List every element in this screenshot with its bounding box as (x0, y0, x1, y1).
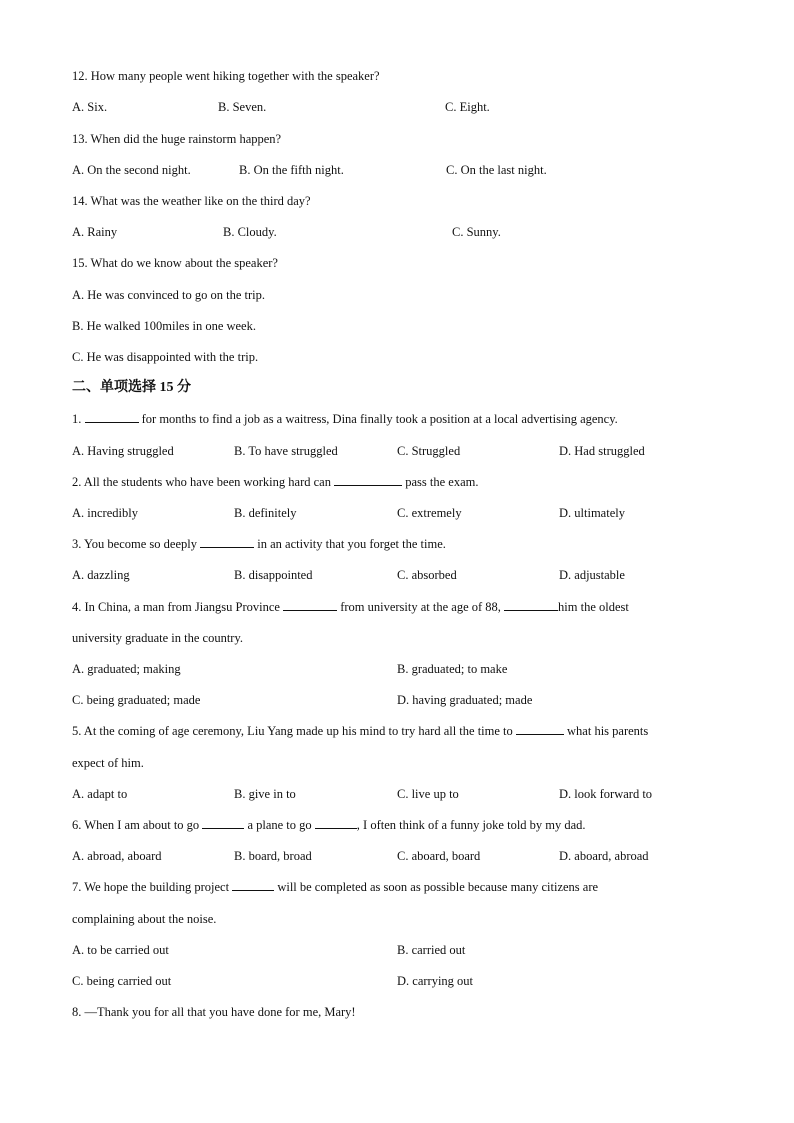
single-choice-2-option-d: D. ultimately (559, 506, 625, 520)
single-choice-4-option-d: D. having graduated; made (397, 693, 533, 707)
question-12-option-a: A. Six. (72, 100, 108, 114)
single-choice-2-option-c: C. extremely (397, 506, 462, 520)
stem-text: 4. In China, a man from Jiangsu Province (72, 600, 280, 614)
question-15-option-c: C. He was disappointed with the trip. (72, 350, 259, 364)
question-15-option-a: A. He was convinced to go on the trip. (72, 288, 266, 302)
stem-text: 2. All the students who have been working hard can (72, 475, 331, 489)
stem-text: 5. At the coming of age ceremony, Liu Yang made up his mind to try hard all the time to (72, 724, 513, 738)
single-choice-5-option-d: D. look forward to (559, 787, 653, 801)
single-choice-7-option-c: C. being carried out (72, 974, 172, 988)
stem-text: 7. We hope the building project (72, 880, 230, 894)
question-14-option-b: B. Cloudy. (223, 225, 277, 239)
single-choice-1-option-b: B. To have struggled (234, 444, 338, 458)
answer-blank (202, 817, 244, 829)
single-choice-6-option-b: B. board, broad (234, 849, 312, 863)
answer-blank (504, 599, 558, 611)
single-choice-6-option-a: A. abroad, aboard (72, 849, 162, 863)
stem-text: what his parents (563, 724, 649, 738)
answer-blank (315, 817, 357, 829)
single-choice-1-stem (72, 411, 618, 427)
single-choice-5-stem-continued: expect of him. (72, 756, 144, 770)
question-15-stem: 15. What do we know about the speaker? (72, 256, 278, 270)
single-choice-6-stem (72, 817, 586, 833)
stem-text: him the oldest (558, 600, 629, 614)
question-14-option-a: A. Rainy (72, 225, 118, 239)
stem-text: a plane to go (244, 818, 312, 832)
section-heading: 二、单项选择 15 分 (72, 380, 191, 395)
question-14-stem: 14. What was the weather like on the third day? (72, 194, 311, 208)
stem-text: from university at the age of 88, (337, 600, 501, 614)
answer-blank (516, 723, 564, 735)
single-choice-2-option-b: B. definitely (234, 506, 297, 520)
question-12-option-b: B. Seven. (218, 100, 267, 114)
answer-blank (85, 411, 139, 423)
single-choice-4-stem-continued: university graduate in the country. (72, 631, 244, 645)
single-choice-7-option-a: A. to be carried out (72, 943, 169, 957)
stem-text: 6. When I am about to go (72, 818, 200, 832)
single-choice-8-stem: 8. —Thank you for all that you have done for me, Mary! (72, 1005, 356, 1019)
stem-text: 3. You become so deeply (72, 537, 197, 551)
stem-text: in an activity that you forget the time. (254, 537, 446, 551)
single-choice-4-option-b: B. graduated; to make (397, 662, 508, 676)
stem-text: , I often think of a funny joke told by my dad. (356, 818, 586, 832)
stem-number: 1. (72, 412, 82, 426)
single-choice-5-stem (72, 723, 648, 739)
single-choice-4-option-c: C. being graduated; made (72, 693, 201, 707)
question-13-option-a: A. On the second night. (72, 163, 191, 177)
stem-text: for months to find a job as a waitress, Dina finally took a position at a local advertising agency. (138, 412, 618, 426)
question-12-option-c: C. Eight. (445, 100, 490, 114)
single-choice-2-stem (72, 474, 478, 490)
single-choice-7-option-b: B. carried out (397, 943, 466, 957)
single-choice-4-option-a: A. graduated; making (72, 662, 181, 676)
single-choice-2-option-a: A. incredibly (72, 506, 138, 520)
question-13-option-c: C. On the last night. (446, 163, 547, 177)
single-choice-3-option-a: A. dazzling (72, 568, 130, 582)
question-13-option-b: B. On the fifth night. (239, 163, 344, 177)
answer-blank (334, 474, 402, 486)
single-choice-5-option-b: B. give in to (234, 787, 296, 801)
single-choice-3-stem (72, 536, 446, 552)
single-choice-7-stem (72, 879, 598, 895)
stem-text: pass the exam. (402, 475, 479, 489)
single-choice-1-option-d: D. Had struggled (559, 444, 645, 458)
single-choice-3-option-c: C. absorbed (397, 568, 457, 582)
question-15-option-b: B. He walked 100miles in one week. (72, 319, 256, 333)
single-choice-3-option-d: D. adjustable (559, 568, 625, 582)
answer-blank (283, 599, 337, 611)
single-choice-4-stem (72, 599, 629, 615)
single-choice-7-stem-continued: complaining about the noise. (72, 912, 217, 926)
question-12-stem: 12. How many people went hiking together with the speaker? (72, 69, 380, 83)
single-choice-3-option-b: B. disappointed (234, 568, 313, 582)
single-choice-6-option-d: D. aboard, abroad (559, 849, 649, 863)
single-choice-5-option-a: A. adapt to (72, 787, 128, 801)
question-13-stem: 13. When did the huge rainstorm happen? (72, 132, 282, 146)
answer-blank (200, 536, 254, 548)
single-choice-5-option-c: C. live up to (397, 787, 459, 801)
single-choice-6-option-c: C. aboard, board (397, 849, 481, 863)
single-choice-1-option-a: A. Having struggled (72, 444, 174, 458)
stem-text: will be completed as soon as possible because many citizens are (274, 880, 599, 894)
question-14-option-c: C. Sunny. (452, 225, 501, 239)
answer-blank (232, 879, 274, 891)
single-choice-7-option-d: D. carrying out (397, 974, 474, 988)
single-choice-1-option-c: C. Struggled (397, 444, 461, 458)
